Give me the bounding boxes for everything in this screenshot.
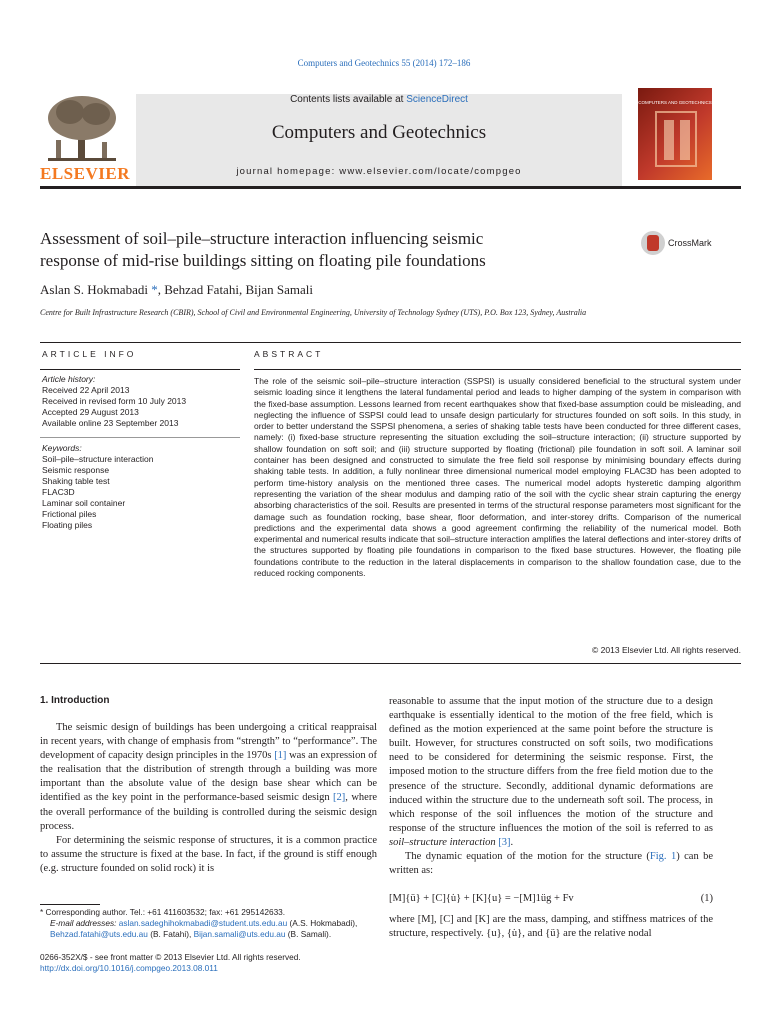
elsevier-wordmark: ELSEVIER <box>40 164 130 183</box>
abstract-heading: ABSTRACT <box>254 349 324 359</box>
section-separator <box>40 342 741 343</box>
abstract-text: The role of the seismic soil–pile–structure interaction (SSPSI) is usually considered beneficial to the structural system under seismic loading since it lengthens the lateral fundamental period and leads to higher damping of the system in comparison with the fixed-base assumption. Lessons learned from recent earthquakes show that fixed-base assumption could be misleading, and neglecting the influence of SSPSI could lead to unsafe design particularly for structures founded on soft soils. In this study, in order to better understand the SSPSI phenomena, a series of shaking table tests have been conducted for three different cases, namely: (i) fixed-base structure representing the situation excluding the soil–structure interaction; (ii) structure supported by shallow foundation on soft soil; and (iii) structure supported by floating (frictional) pile foundation in soft soil. A laminar soil container has been designed and constructed to simulate the free field soil response by minimising boundary effects during shaking table tests. In addition, a fully nonlinear three dimensional numerical model employing FLAC3D has been adopted to perform time-history analysis on the mentioned three cases. The numerical model adopts hysteretic damping algorithm representing the variation of the shear modulus and damping ratio of the soil with the cyclic shear strain capturing the energy absorbing characteristics of the soil. Results are presented in terms of the structural response parameters most significant for the damage such as foundation rocking, base shear, floor deformation, and inter-storey drifts. Comparison of the numerical predictions and the experimental data shows a good agreement confirming the reliability of the numerical model. Both experimental and numerical results indicate that soil–structure interaction amplifies the lateral deflections and inter-storey drifts of the structures supported by floating pile foundations in comparison to the fixed base structures. However, the floating pile foundations contribute to the reduction in the lateral displacements in comparison to the shallow foundation case, due to the reduced rocking components. <box>254 376 741 579</box>
paragraph: For determining the seismic response of structures, it is a common practice to assume the structure is fixed at the base. In fact, if the ground is stiff enough (e.g. structure founded on solid rock) it is <box>40 834 377 874</box>
citation-link[interactable]: [3] <box>498 836 511 848</box>
email-link[interactable]: Behzad.fatahi@uts.edu.au <box>50 929 148 939</box>
history-item: Available online 23 September 2013 <box>42 418 179 428</box>
paragraph: The seismic design of buildings has been undergoing a critical reappraisal in recent years, with change of emphasis from “strength” to “performance”. The development of capacity design principles in the 1970s [1] was an expression of the realisation that the distribution of strength through a building was more important than the absolute value of the design base shear which can be identified as the key point in the performance-based seismic design [2], where the overall performance of the building is controlled during the seismic design process. <box>40 722 377 832</box>
keyword: Shaking table test <box>42 476 110 486</box>
paragraph: reasonable to assume that the input motion of the structure due to a design earthquake is essentially identical to the motion of the free field, which is defined as the motion experienced at the same point before the structure is built. However, for structures constructed on soft soils, two modifications need to be considered for determining the seismic response. First, the imposed motion to the structure differs from the free field motion due to the presence of the structure. Secondly, additional dynamic deformations are induced within the structure due to the underneath soft soil. The process, in which response of the soil influences the motion of the structure and response of the structure influences the motion of the soil is referred to as soil–structure interaction [3]. <box>389 696 713 848</box>
citation-link[interactable]: [2] <box>333 792 346 804</box>
keyword: Seismic response <box>42 465 110 475</box>
history-item: Received in revised form 10 July 2013 <box>42 396 187 406</box>
journal-banner <box>136 94 622 186</box>
keywords: Keywords: Soil–pile–structure interaction Seismic response Shaking table test FLAC3D Laminar soil container Frictional piles Floating piles <box>42 443 242 531</box>
abstract-bottom-rule <box>40 663 741 664</box>
footnote-rule <box>40 904 100 905</box>
article-info-heading: ARTICLE INFO <box>42 349 137 359</box>
section-heading-introduction: 1. Introduction <box>40 695 110 706</box>
email-link[interactable]: aslan.sadeghihokmabadi@student.uts.edu.au <box>118 918 288 928</box>
article-title: Assessment of soil–pile–structure interaction influencing seismic response of mid-rise buildings sitting on floating pile foundations <box>40 229 486 270</box>
corresponding-author-mark[interactable]: * <box>151 282 158 297</box>
contents-line: Contents lists available at ScienceDirect <box>290 94 468 105</box>
intro-right-column <box>389 695 713 878</box>
footnotes: * Corresponding author. Tel.: +61 411603532; fax: +61 295142633. E-mail addresses: aslan.sadeghihokmabadi@student.uts.edu.au (A.S. Hokmabadi), Behzad.fatahi@uts.edu.au (B. Fatahi), Bijan.samali@uts.edu.au (B. Samali). <box>40 907 358 939</box>
cover-title: COMPUTERS AND GEOTECHNICS <box>638 100 712 105</box>
keyword: FLAC3D <box>42 487 75 497</box>
paragraph: where [M], [C] and [K] are the mass, damping, and stiffness matrices of the structure, respectively. {u}, {u̇}, and {ü} are the relative nodal <box>389 914 713 940</box>
homepage-link[interactable]: www.elsevier.com/locate/compgeo <box>339 166 522 177</box>
issn-line: 0266-352X/$ - see front matter © 2013 Elsevier Ltd. All rights reserved. <box>40 952 301 962</box>
equation-number: (1) <box>700 893 713 904</box>
doi-link[interactable]: http://dx.doi.org/10.1016/j.compgeo.2013.08.011 <box>40 963 218 973</box>
equation-1: [M]{ü} + [C]{u̇} + [K]{u} = −[M]1üg + Fv (1) <box>389 893 713 904</box>
abstract-rule <box>254 369 741 370</box>
history-item: Received 22 April 2013 <box>42 385 130 395</box>
article-history: Article history: Received 22 April 2013 Received in revised form 10 July 2013 Accepted 29 August 2013 Available online 23 September 2013 <box>42 374 242 429</box>
paragraph: The dynamic equation of the motion for the structure (Fig. 1) can be written as: <box>389 851 714 877</box>
keyword: Laminar soil container <box>42 498 126 508</box>
author-list: Aslan S. Hokmabadi *, Behzad Fatahi, Bijan Samali <box>40 282 313 297</box>
history-item: Accepted 29 August 2013 <box>42 407 139 417</box>
journal-reference-link[interactable]: Computers and Geotechnics 55 (2014) 172–186 <box>297 58 471 68</box>
intro-left-column <box>40 721 377 876</box>
affiliation: Centre for Built Infrastructure Research (CBIR), School of Civil and Environmental Engineering, University of Technology Sydney (UTS), P.O. Box 123, Sydney, Australia <box>40 308 587 317</box>
info-rule <box>40 369 240 370</box>
keyword: Soil–pile–structure interaction <box>42 454 154 464</box>
crossmark-label: CrossMark <box>668 238 712 248</box>
journal-cover-image <box>638 88 712 180</box>
keyword: Floating piles <box>42 520 93 530</box>
journal-title: Computers and Geotechnics <box>271 122 487 143</box>
info-divider <box>40 437 240 438</box>
citation-link[interactable]: [1] <box>274 750 287 762</box>
abstract-copyright: © 2013 Elsevier Ltd. All rights reserved. <box>592 645 741 655</box>
header-rule <box>40 186 741 189</box>
sciencedirect-link[interactable]: ScienceDirect <box>406 94 468 105</box>
journal-homepage: journal homepage: www.elsevier.com/locate/compgeo <box>236 166 522 177</box>
email-link[interactable]: Bijan.samali@uts.edu.au <box>193 929 286 939</box>
keyword: Frictional piles <box>42 509 97 519</box>
figure-link[interactable]: Fig. 1 <box>649 851 677 863</box>
